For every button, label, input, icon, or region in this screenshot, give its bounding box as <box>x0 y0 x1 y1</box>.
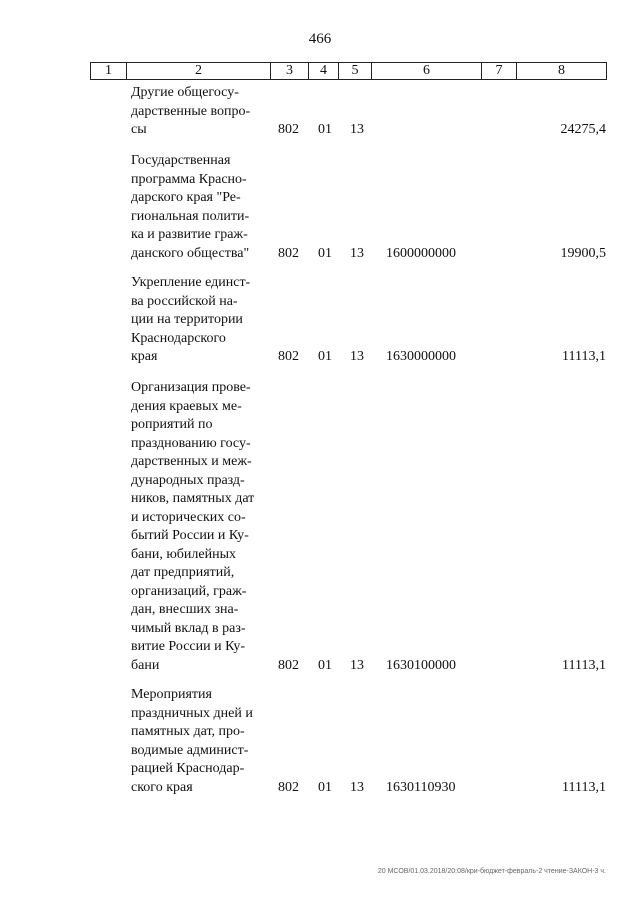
document-footer: 20 МСОВ/01.03.2018/20:08/кри-бюджет-февраль-2 чтение-ЗАКОН-3 ч. <box>377 868 606 875</box>
row-adm: 802 <box>278 349 299 364</box>
row-name: Организация прове- дения краевых ме- роприятий по празднованию госу- дарственных и меж- дународных празд- ников, памятных дат и исторических со- бытий России и Ку- бани, юбилейных дат предприятий, организаций, граж- дан, внесших зна- чимый вклад в раз- витие России и Ку- бани <box>131 380 255 673</box>
header-col-1: 1 <box>91 63 127 79</box>
row-rz: 01 <box>318 657 332 673</box>
row-rz: 01 <box>318 122 332 137</box>
row-csr: 1630100000 <box>386 657 456 673</box>
row-prz: 13 <box>350 349 364 364</box>
table-header <box>90 62 607 80</box>
row-sum: 11113,1 <box>562 657 606 673</box>
row-csr: 1630000000 <box>386 349 456 364</box>
row-name: Государственная программа Красно- дарского края "Ре- гиональная полити- ка и развитие граж- данского общества" <box>131 153 250 261</box>
row-adm: 802 <box>278 122 299 137</box>
row-prz: 13 <box>350 779 364 795</box>
page-number: 466 <box>308 31 332 47</box>
row-csr: 1600000000 <box>386 245 456 261</box>
row-prz: 13 <box>350 122 364 137</box>
row-rz: 01 <box>318 245 332 261</box>
row-sum: 11113,1 <box>562 349 606 364</box>
header-col-2: 2 <box>127 63 271 79</box>
row-rz: 01 <box>318 349 332 364</box>
row-adm: 802 <box>278 245 299 261</box>
row-name: Мероприятия праздничных дней и памятных дат, про- водимые админист- рацией Краснодар- ского края <box>131 687 253 795</box>
row-prz: 13 <box>350 657 364 673</box>
row-adm: 802 <box>278 779 299 795</box>
row-csr: 1630110930 <box>386 779 456 795</box>
row-name: Другие общегосу- дарственные вопро- сы <box>131 85 251 137</box>
header-col-7: 7 <box>482 63 517 79</box>
header-col-4: 4 <box>309 63 339 79</box>
row-adm: 802 <box>278 657 299 673</box>
row-rz: 01 <box>318 779 332 795</box>
row-name: Укрепление единст- ва российской на- ции на территории Краснодарского края <box>131 275 251 364</box>
header-col-6: 6 <box>372 63 482 79</box>
row-sum: 24275,4 <box>560 122 606 137</box>
header-col-3: 3 <box>271 63 309 79</box>
header-col-8: 8 <box>558 63 565 78</box>
row-prz: 13 <box>350 245 364 261</box>
row-sum: 11113,1 <box>562 779 606 795</box>
header-col-5: 5 <box>339 63 372 79</box>
row-sum: 19900,5 <box>560 245 606 261</box>
